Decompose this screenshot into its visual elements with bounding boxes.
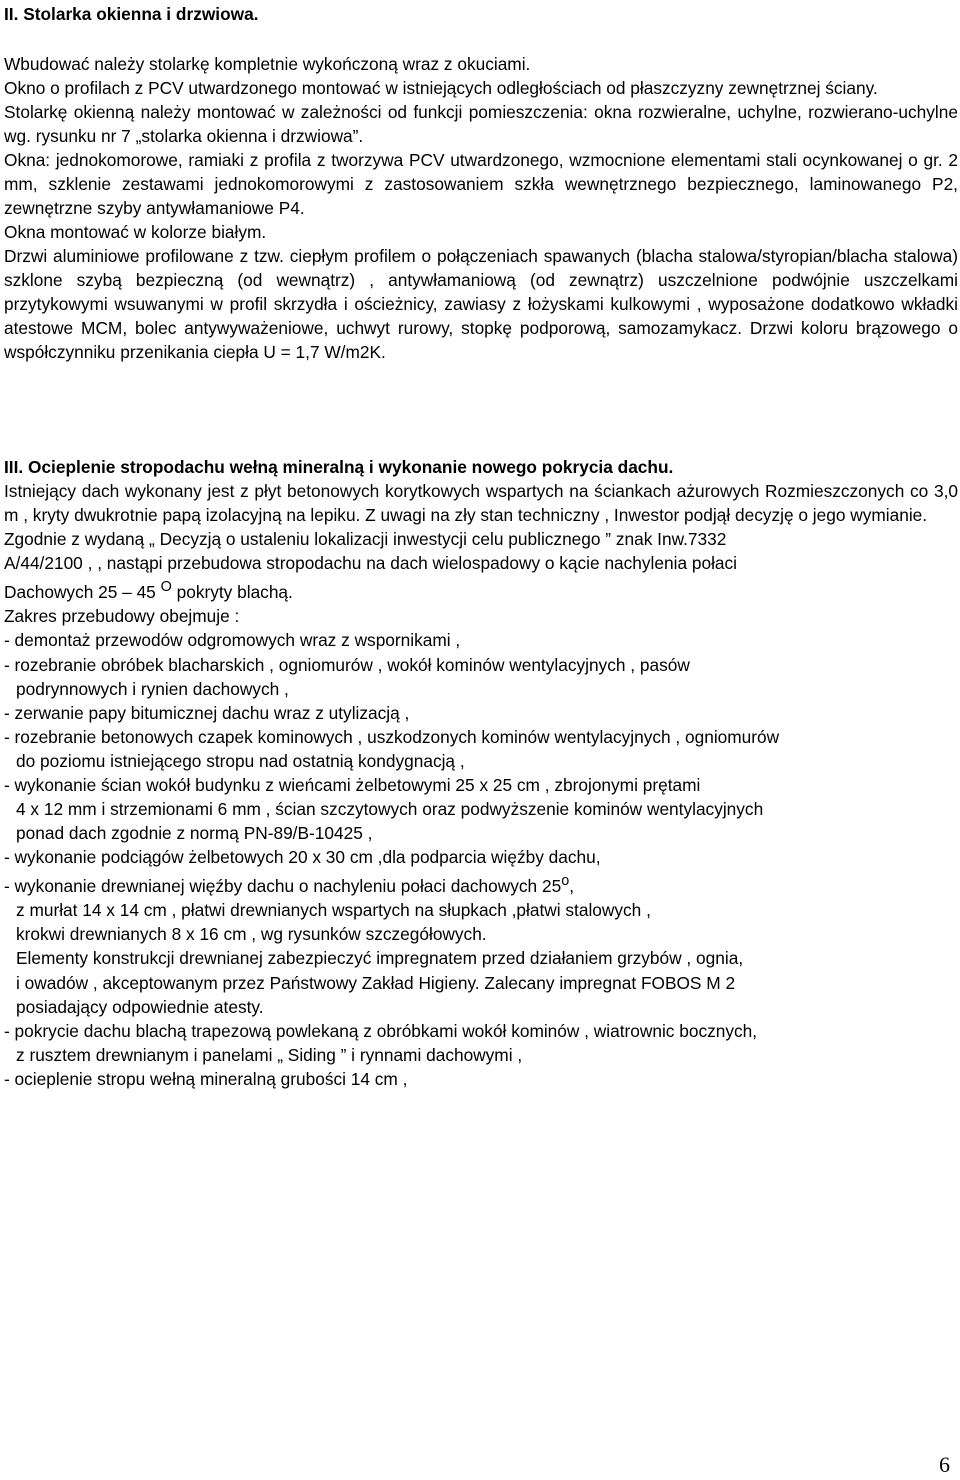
degree-superscript: O [160, 579, 172, 596]
paragraph: Wbudować należy stolarkę kompletnie wykończoną wraz z okuciami. [4, 54, 531, 74]
list-item: - ocieplenie stropu wełną mineralną grubości 14 cm , [4, 1068, 408, 1089]
paragraph: Okna: jednokomorowe, ramiaki z profila z tworzywa PCV utwardzonego, wzmocnione elementami stali ocynkowanej o gr. 2 mm, szklenie zestawami jednokomorowymi z zastosowaniem szkła wewnętrznego bezpiecznego, laminowanego P2, zewnętrzne szyby antywłamaniowe P4. [4, 150, 958, 218]
text-line: Zgodnie z wydaną „ Decyzją o ustaleniu lokalizacji inwestycji celu publicznego ” znak Inw.7332 [4, 529, 727, 550]
paragraph: Okno o profilach z PCV utwardzonego montować w istniejących odległościach od płaszczyzny zewnętrznej ściany. [4, 78, 878, 98]
list-item-continuation: z rusztem drewnianym i panelami „ Siding ” i rynnami dachowymi , [16, 1044, 523, 1065]
list-item: - pokrycie dachu blachą trapezową powlekaną z obróbkami wokół kominów , wiatrownic bocznych, [4, 1020, 758, 1041]
list-item-continuation: podrynnowych i rynien dachowych , [16, 678, 289, 699]
paragraph: Drzwi aluminiowe profilowane z tzw. ciepłym profilem o połączeniach spawanych (blacha stalowa/styropian/blacha stalowa) szklone szybą bezpieczną (od wewnątrz) , antywłamaniową (od zewnątrz) uszczelnione podwójnie uszczelkami przytykowymi wsuwanymi w profil skrzydła i ościeżnicy, zawiasy z łożyskami kulkowymi , wyposażone dodatkowo wkładki atestowe MCM, bolec antywyważeniowe, uchwyt rurowy, stopkę podporową, samozamykacz. Drzwi koloru brązowego o współczynniku przenikania ciepła U = 1,7 W/m2K. [4, 246, 958, 362]
list-item-continuation: ponad dach zgodnie z normą PN-89/B-10425 , [16, 823, 373, 844]
spacer [4, 26, 958, 52]
section-heading: II. Stolarka okienna i drzwiowa. [4, 4, 259, 24]
list-item: - demontaż przewodów odgromowych wraz z wspornikami , [4, 630, 461, 651]
text-span: - wykonanie drewnianej więźby dachu o nachyleniu połaci dachowych 25 [4, 876, 562, 897]
text-span: , [569, 876, 575, 897]
scope-heading: Zakres przebudowy obejmuje : [4, 606, 240, 627]
list-item: - zerwanie papy bitumicznej dachu wraz z utylizacją , [4, 702, 410, 723]
list-item-continuation: i owadów , akceptowanym przez Państwowy Zakład Higieny. Zalecany impregnat FOBOS M 2 [16, 972, 736, 993]
text-span: pokryty blachą. [171, 582, 293, 603]
list-item [4, 869, 958, 898]
paragraph: Okna montować w kolorze białym. [4, 222, 267, 242]
paragraph: Istniejący dach wykonany jest z płyt betonowych korytkowych wspartych na ściankach ażurowych Rozmieszczonych co 3,0 m , kryty dwukrotnie papą izolacyjną na lepiku. Z uwagi na zły stan techniczny , Inwestor podjął decyzję o jego wymianie. [4, 481, 958, 526]
page-number: 6 [939, 1452, 950, 1477]
list-item-continuation: 4 x 12 mm i strzemionami 6 mm , ścian szczytowych oraz podwyższenie kominów wentylacyjnych [16, 799, 764, 820]
paragraph: Stolarkę okienną należy montować w zależności od funkcji pomieszczenia: okna rozwieralne, uchylne, rozwierano-uchylne wg. rysunku nr 7 „stolarka okienna i drzwiowa”. [4, 102, 958, 146]
text-line: A/44/2100 , , nastąpi przebudowa stropodachu na dach wielospadowy o kącie nachylenia połaci [4, 553, 738, 574]
list-item: - wykonanie ścian wokół budynku z wieńcami żelbetowymi 25 x 25 cm , zbrojonymi prętami [4, 774, 701, 795]
section-windows-doors [4, 2, 958, 364]
text-span: Dachowych 25 – 45 [4, 582, 161, 603]
degree-superscript: o [561, 873, 570, 890]
list-item-continuation: posiadający odpowiednie atesty. [16, 996, 264, 1017]
list-item-continuation: do poziomu istniejącego stropu nad ostatnią kondygnacją , [16, 750, 465, 771]
list-item: - rozebranie betonowych czapek kominowych , uszkodzonych kominów wentylacyjnych , ogniomurów [4, 726, 780, 747]
list-item-continuation: Elementy konstrukcji drewnianej zabezpieczyć impregnatem przed działaniem grzybów , ognia, [16, 948, 744, 969]
section-heading: III. Ocieplenie stropodachu wełną mineralną i wykonanie nowego pokrycia dachu. [4, 457, 674, 477]
list-item: - rozebranie obróbek blacharskich , ogniomurów , wokół kominów wentylacyjnych , pasów [4, 654, 690, 675]
list-item-continuation: z murłat 14 x 14 cm , płatwi drewnianych wspartych na słupkach ,płatwi stalowych , [16, 900, 651, 921]
list-item: - wykonanie podciągów żelbetowych 20 x 30 cm ,dla podparcia więźby dachu, [4, 847, 601, 868]
list-item-continuation: krokwi drewnianych 8 x 16 cm , wg rysunków szczegółowych. [16, 924, 487, 945]
text-line [4, 575, 958, 604]
section-roof [4, 455, 958, 1091]
